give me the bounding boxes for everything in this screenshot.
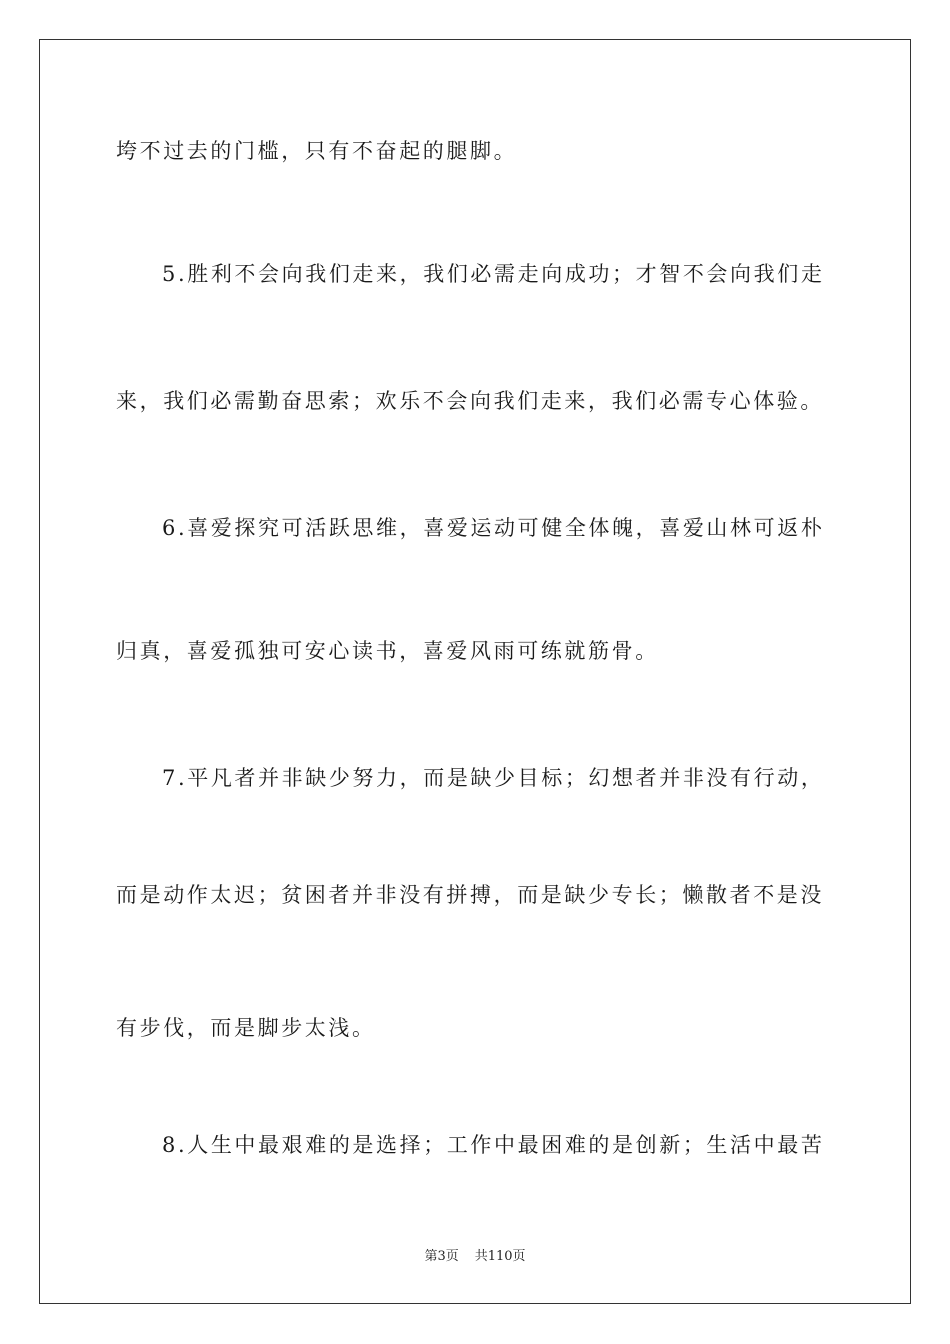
text-line-4: 6.喜爱探究可活跃思维，喜爱运动可健全体魄，喜爱山林可返朴 — [162, 516, 825, 540]
text-line-6: 7.平凡者并非缺少努力，而是缺少目标；幻想者并非没有行动， — [162, 766, 825, 790]
page-number: 第3页 — [424, 1249, 459, 1264]
text-line-3: 来，我们必需勤奋思索；欢乐不会向我们走来，我们必需专心体验。 — [116, 389, 824, 413]
text-line-2: 5.胜利不会向我们走来，我们必需走向成功；才智不会向我们走 — [162, 262, 825, 286]
text-line-5: 归真，喜爱孤独可安心读书，喜爱风雨可练就筋骨。 — [116, 639, 659, 663]
text-line-9: 8.人生中最艰难的是选择；工作中最困难的是创新；生活中最苦 — [162, 1133, 825, 1157]
text-line-1: 垮不过去的门槛，只有不奋起的腿脚。 — [116, 139, 518, 163]
page-footer — [0, 1247, 950, 1267]
text-line-8: 有步伐，而是脚步太浅。 — [116, 1016, 376, 1040]
text-line-7: 而是动作太迟；贫困者并非没有拼搏，而是缺少专长；懒散者不是没 — [116, 883, 824, 907]
page-frame — [39, 39, 911, 1304]
page-total: 共110页 — [474, 1249, 526, 1264]
